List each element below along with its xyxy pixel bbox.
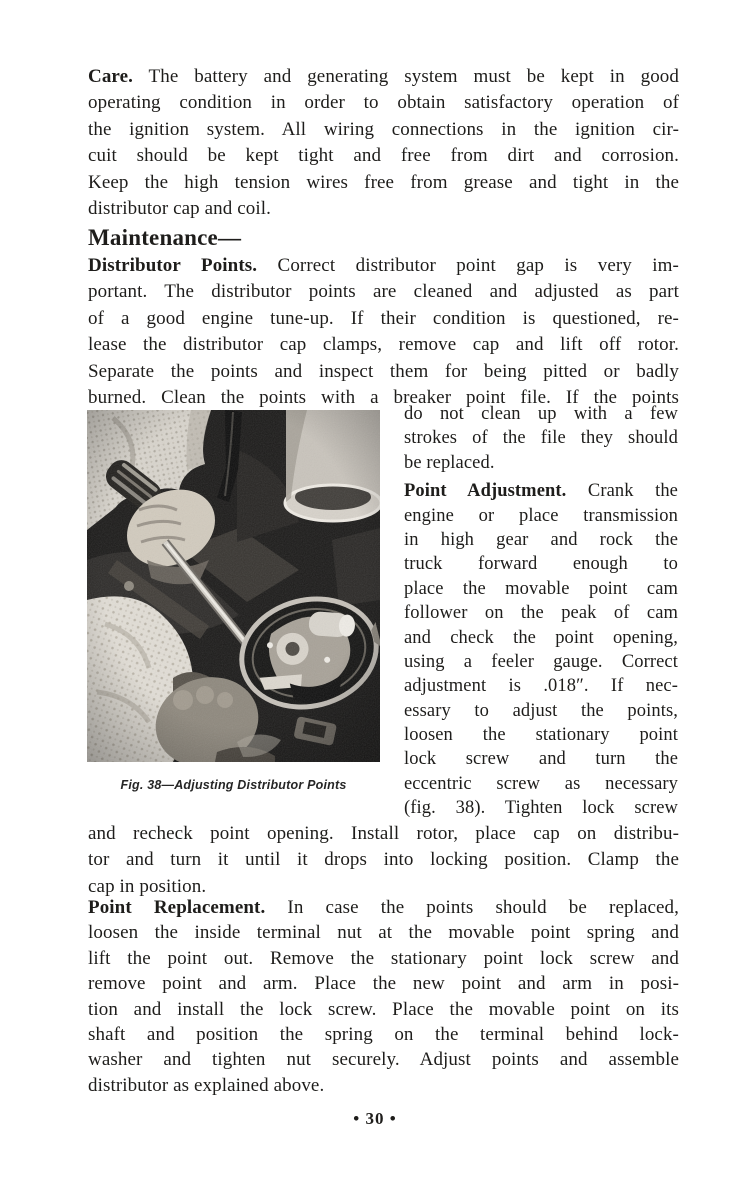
text-line: lift the point out. Remove the stationary point lock screw and [88, 947, 679, 969]
paragraph-point-replacement [88, 895, 679, 1098]
text-line: loosen the inside terminal nut at the movable point spring and [88, 922, 679, 944]
text-line: distributor as explained above. [88, 1074, 325, 1096]
text-line: engine or place transmission [404, 505, 678, 526]
text-line: the ignition system. All wiring connections in the ignition cir- [88, 118, 679, 140]
text-line: remove point and arm. Place the new point and arm in posi- [88, 973, 679, 995]
column-right-of-figure [404, 402, 678, 821]
text-line: in high gear and rock the [404, 529, 678, 550]
text-line: be replaced. [404, 452, 495, 473]
text-line: Distributor Points. Correct distributor point gap is very im- [88, 255, 679, 276]
heading-maintenance: Maintenance— [88, 225, 242, 250]
text-line: and check the point opening, [404, 627, 678, 648]
text-line: tor and turn it until it drops into locking position. Clamp the [88, 849, 679, 871]
paragraph-continuation [88, 821, 679, 900]
text-line: shaft and position the spring on the terminal behind lock- [88, 1023, 679, 1045]
figure-38-photo [87, 410, 380, 762]
text-line: and recheck point opening. Install rotor, place cap on distribu- [88, 823, 679, 844]
text-line: Keep the high tension wires free from grease and tight in the [88, 171, 679, 193]
text-line: loosen the stationary point [404, 725, 678, 746]
text-line: cuit should be kept tight and free from dirt and corrosion. [88, 145, 679, 167]
text-line: truck forward enough to [404, 554, 678, 575]
text-line: lock screw and turn the [404, 749, 678, 770]
text-line: distributor cap and coil. [88, 197, 271, 219]
text-line: burned. Clean the points with a breaker point file. If the points [88, 386, 679, 408]
text-line: Point Replacement. In case the points should be replaced, [88, 897, 679, 918]
text-line: operating condition in order to obtain satisfactory operation of [88, 92, 679, 114]
figure-caption: Fig. 38—Adjusting Distributor Points [120, 778, 347, 792]
text-line: essary to adjust the points, [404, 700, 678, 721]
text-line: strokes of the file they should [404, 428, 678, 449]
text-line: of a good engine tune-up. If their condition is questioned, re- [88, 307, 679, 329]
text-line: (fig. 38). Tighten lock screw [404, 798, 678, 819]
text-line: cap in position. [88, 875, 207, 897]
text-line: eccentric screw as necessary [404, 773, 678, 794]
text-line: adjustment is .018″. If nec- [404, 676, 678, 697]
paragraph-care [88, 64, 679, 222]
text-line: Separate the points and inspect them for being pitted or badly [88, 360, 679, 382]
text-line: portant. The distributor points are cleaned and adjusted as part [88, 281, 679, 303]
text-line: washer and tighten nut securely. Adjust points and assemble [88, 1049, 679, 1071]
text-line: lease the distributor cap clamps, remove cap and lift off rotor. [88, 334, 679, 356]
text-line: follower on the peak of cam [404, 603, 678, 624]
text-line: Point Adjustment. Crank the [404, 481, 678, 502]
page-number: • 30 • [353, 1109, 397, 1128]
text-line: do not clean up with a few [404, 404, 678, 424]
text-line: using a feeler gauge. Correct [404, 651, 678, 672]
text-line: tion and install the lock screw. Place the movable point on its [88, 998, 679, 1020]
paragraph-distributor-points [88, 253, 679, 411]
text-line: Care. The battery and generating system must be kept in good [88, 66, 679, 87]
distributor-photo-illustration [87, 410, 380, 762]
text-line: place the movable point cam [404, 578, 678, 599]
